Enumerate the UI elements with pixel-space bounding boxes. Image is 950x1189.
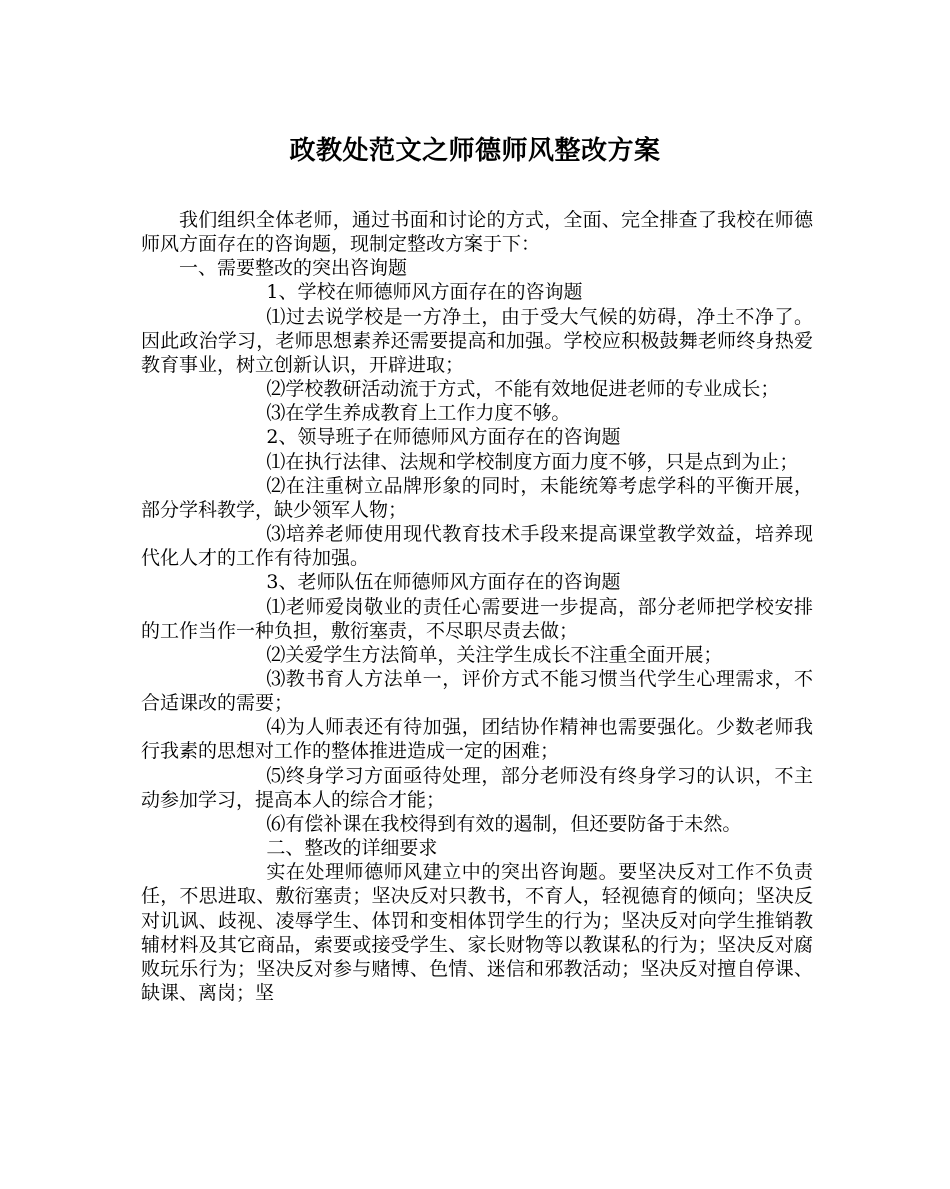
paragraph: ⑸终身学习方面亟待处理，部分老师没有终身学习的认识，不主动参加学习，提高本人的综合才能； — [141, 764, 813, 811]
paragraph: ⑹有偿补课在我校得到有效的遏制，但还要防备于未然。 — [266, 812, 742, 835]
page-title: 政教处范文之师德师风整改方案 — [289, 136, 661, 166]
paragraph: ⑴过去说学校是一方净土，由于受大气候的妨碍，净土不净了。因此政治学习，老师思想素养还需要提高和加强。学校应积极鼓舞老师终身热爱教育事业，树立创新认识，开辟进取； — [141, 305, 813, 376]
paragraph: ⑵关爱学生方法简单，关注学生成长不注重全面开展； — [266, 643, 723, 666]
paragraph: ⑷为人师表还有待加强，团结协作精神也需要强化。少数老师我行我素的思想对工作的整体推进造成一定的困难； — [141, 716, 813, 763]
paragraph: 实在处理师德师风建立中的突出咨询题。要坚决反对工作不负责任，不思进取、敷衍塞责；坚决反对只教书，不育人，轻视德育的倾向；坚决反对讥讽、歧视、凌辱学生、体罚和变相体罚学生的行为；坚决反对向学生推销教辅材料及其它商品，索要或接受学生、家长财物等以教谋私的行为；坚决反对腐败玩乐行为；坚决反对参与赌博、色情、迷信和邪教活动；坚决反对擅自停课、缺课、离岗；坚 — [141, 861, 813, 1004]
paragraph: ⑵在注重树立品牌形象的同时，未能统筹考虑学科的平衡开展，部分学科教学，缺少领军人物； — [141, 474, 813, 521]
paragraph: 3、老师队伍在师德师风方面存在的咨询题 — [266, 571, 621, 594]
paragraph: ⑴在执行法律、法规和学校制度方面力度不够，只是点到为止； — [266, 450, 799, 473]
paragraph: 一、需要整改的突出咨询题 — [179, 257, 408, 280]
paragraph: ⑵学校教研活动流于方式，不能有效地促进老师的专业成长； — [266, 378, 780, 401]
paragraph: 2、领导班子在师德师风方面存在的咨询题 — [266, 426, 621, 449]
paragraph: ⑴老师爱岗敬业的责任心需要进一步提高，部分老师把学校安排的工作当作一种负担，敷衍塞责，不尽职尽责去做； — [141, 595, 813, 642]
document-body — [141, 208, 813, 1005]
paragraph: ⑶在学生养成教育上工作力度不够。 — [266, 402, 571, 425]
paragraph: ⑶教书育人方法单一，评价方式不能习惯当代学生心理需求，不合适课改的需要； — [141, 667, 813, 715]
paragraph: 二、整改的详细要求 — [266, 837, 438, 860]
paragraph: 1、学校在师德师风方面存在的咨询题 — [266, 281, 583, 304]
paragraph: ⑶培养老师使用现代教育技术手段来提高课堂教学效益，培养现代化人才的工作有待加强。 — [141, 523, 813, 570]
paragraph: 我们组织全体老师，通过书面和讨论的方式，全面、完全排查了我校在师德师风方面存在的咨询题，现制定整改方案于下： — [141, 209, 813, 256]
